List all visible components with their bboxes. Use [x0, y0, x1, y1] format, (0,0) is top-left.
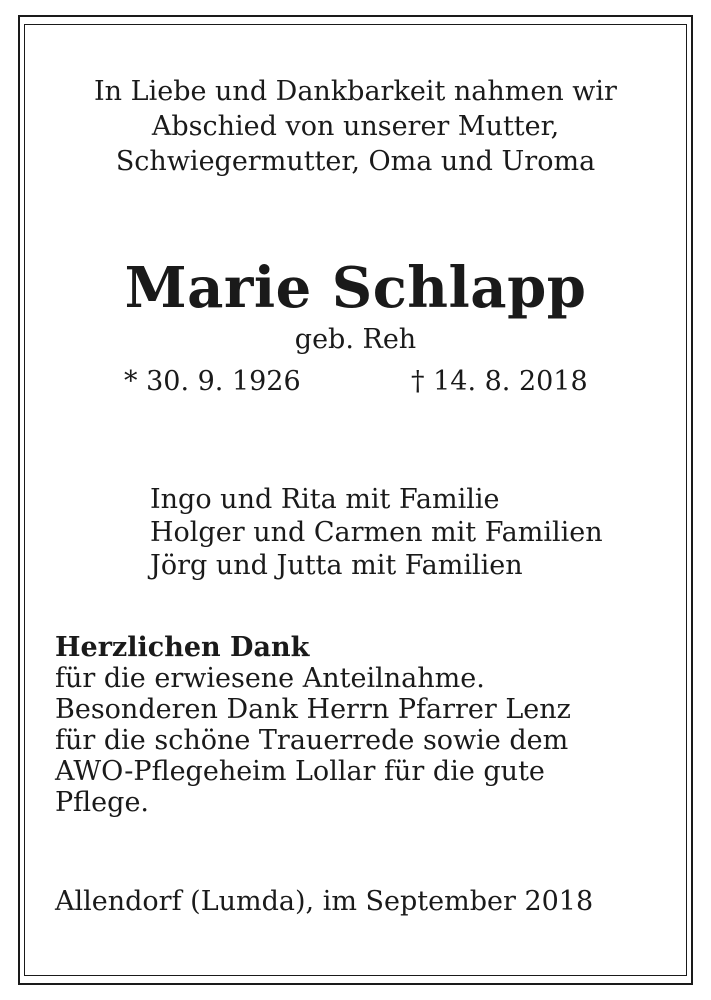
- thanks-line: Pflege.: [55, 787, 149, 818]
- family-line: Holger und Carmen mit Familien: [150, 517, 603, 548]
- intro-line: In Liebe und Dankbarkeit nahmen wir: [94, 76, 617, 107]
- family-line: Ingo und Rita mit Familie: [150, 484, 500, 515]
- maiden-name: geb. Reh: [294, 324, 417, 355]
- thanks-line: Besonderen Dank Herrn Pfarrer Lenz: [55, 694, 571, 725]
- thanks-line: für die erwiesene Anteilnahme.: [55, 663, 485, 694]
- place-and-date: Allendorf (Lumda), im September 2018: [55, 886, 594, 917]
- thanks-section: [55, 632, 571, 818]
- intro-line: Schwiegermutter, Oma und Uroma: [115, 146, 596, 177]
- intro-text: [0, 74, 711, 179]
- birth-date: * 30. 9. 1926: [124, 366, 301, 397]
- thanks-line: AWO-Pflegeheim Lollar für die gute: [55, 756, 545, 787]
- family-list: [150, 483, 603, 582]
- deceased-name: Marie Schlapp: [124, 255, 587, 321]
- intro-line: Abschied von unserer Mutter,: [151, 111, 560, 142]
- thanks-heading: Herzlichen Dank: [55, 632, 310, 663]
- thanks-line: für die schöne Trauerrede sowie dem: [55, 725, 569, 756]
- family-line: Jörg und Jutta mit Familien: [150, 550, 523, 581]
- death-date: † 14. 8. 2018: [411, 366, 588, 397]
